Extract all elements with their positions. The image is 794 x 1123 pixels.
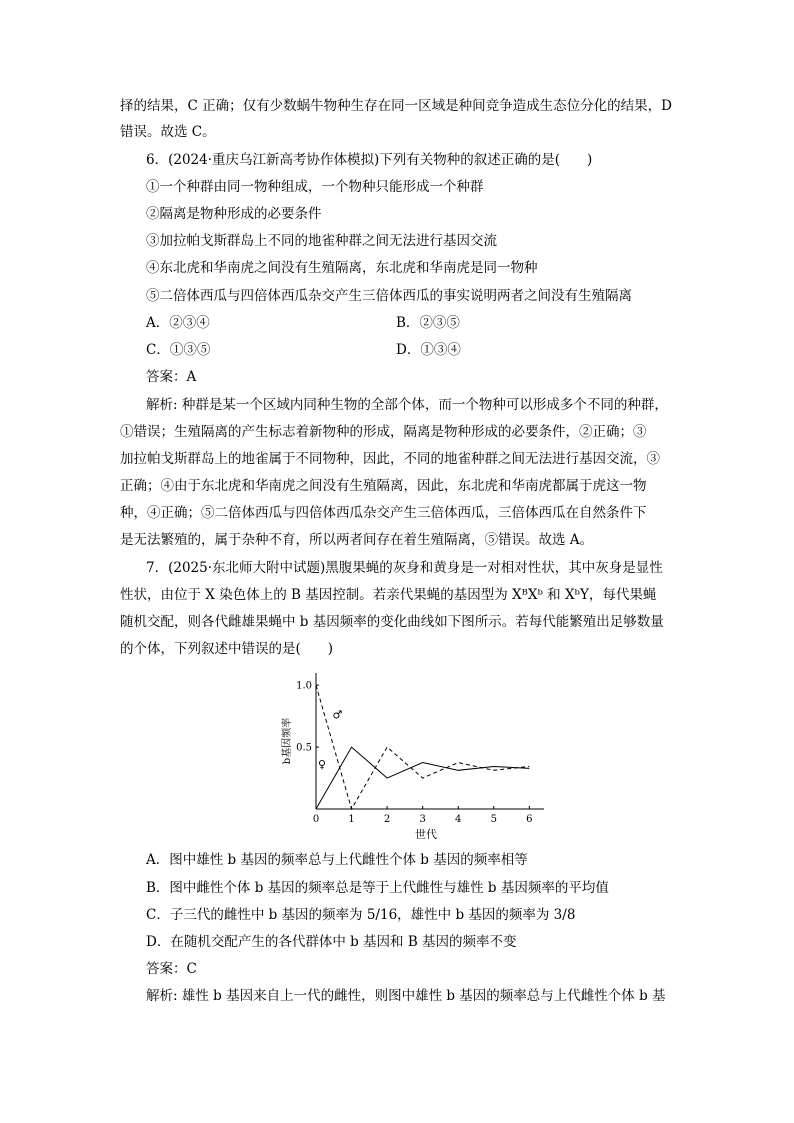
option-b[interactable]: B．②③⑤ [396, 315, 460, 331]
question-7-line-4: 的个体，下列叙述中错误的是( ) [120, 641, 334, 657]
explanation-6-line-1: 解析: 种群是某一个区域内同种生物的全部个体，而一个物种可以形成多个不同的种群， [146, 397, 668, 413]
option-row-cd [146, 340, 666, 360]
option-7-b[interactable]: B．图中雌性个体 b 基因的频率总是等于上代雌性与雄性 b 基因频率的平均值 [146, 880, 609, 896]
statement-1: ①一个种群由同一物种组成，一个物种只能形成一个种群 [146, 179, 484, 195]
question-7-line-2: 性状，由位于 X 染色体上的 B 基因控制。若亲代果蝇的基因型为 XᴮXᵇ 和 XᵇY，每代果蝇 [120, 587, 657, 603]
series-label-male: ♂ [332, 708, 343, 722]
statement-4: ④东北虎和华南虎之间没有生殖隔离，东北虎和华南虎是同一物种 [146, 260, 538, 276]
option-a[interactable]: A．②③④ [146, 315, 210, 331]
statement-5: ⑤二倍体西瓜与四倍体西瓜杂交产生三倍体西瓜的事实说明两者之间没有生殖隔离 [146, 288, 632, 304]
x-tick-label: 5 [490, 814, 497, 825]
explanation-6-line-6: 是无法繁殖的，属于杂种不育，所以两者间存在着生殖隔离，⑤错误。故选 A。 [120, 532, 594, 548]
x-tick-label: 4 [455, 814, 462, 825]
prev-explanation-line-2: 错误。故选 C。 [120, 124, 216, 140]
x-tick-label: 1 [348, 814, 355, 825]
explanation-6-line-4: 正确；④由于东北虎和华南虎之间没有生殖隔离，因此，东北虎和华南虎都属于虎这一物 [120, 478, 647, 494]
explanation-6-line-2: ①错误；生殖隔离的产生标志着新物种的形成，隔离是物种形成的必要条件，②正确；③ [120, 424, 647, 440]
y-tick-label: 1.0 [296, 680, 312, 692]
option-7-a[interactable]: A．图中雄性 b 基因的频率总与上代雌性个体 b 基因的频率相等 [146, 852, 528, 868]
x-tick-label: 0 [312, 814, 320, 825]
option-7-d[interactable]: D．在随机交配产生的各代群体中 b 基因和 B 基因的频率不变 [146, 934, 517, 950]
statement-2: ②隔离是物种形成的必要条件 [146, 206, 322, 222]
option-7-c[interactable]: C．子三代的雌性中 b 基因的频率为 5/16，雄性中 b 基因的频率为 3/8 [146, 907, 576, 923]
statement-3: ③加拉帕戈斯群岛上不同的地雀种群之间无法进行基因交流 [146, 233, 497, 249]
prev-explanation-line-1: 择的结果，C 正确；仅有少数蜗牛物种生存在同一区域是种间竞争造成生态位分化的结果，D [120, 98, 672, 114]
series-line-male [316, 685, 529, 809]
option-d[interactable]: D．①③④ [396, 342, 461, 358]
explanation-6-line-5: 种，④正确；⑤二倍体西瓜与四倍体西瓜杂交产生三倍体西瓜，三倍体西瓜在自然条件下 [120, 505, 647, 521]
question-7-line-3: 随机交配，则各代雌雄果蝇中 b 基因频率的变化曲线如下图所示。若每代能繁殖出足够数量 [120, 614, 664, 630]
x-tick-label: 3 [419, 814, 426, 825]
gene-frequency-chart [282, 672, 548, 844]
option-c[interactable]: C．①③⑤ [146, 342, 211, 358]
explanation-6-line-3: 加拉帕戈斯群岛上的地雀属于不同物种，因此，不同的地雀种群之间无法进行基因交流，③ [120, 451, 660, 467]
answer-6: 答案：A [146, 369, 197, 385]
answer-7: 答案：C [146, 961, 197, 977]
x-tick-label: 6 [526, 814, 533, 825]
y-tick-label: 0.5 [296, 742, 312, 754]
explanation-7-line-1: 解析: 雄性 b 基因来自上一代的雌性，则图中雄性 b 基因的频率总与上代雌性个体 b 基 [146, 988, 666, 1004]
question-6-stem: 6．(2024·重庆乌江新高考协作体模拟)下列有关物种的叙述正确的是( ) [146, 152, 593, 168]
option-row-ab [146, 313, 666, 333]
y-axis-label: b基因频率 [282, 717, 293, 765]
x-tick-label: 2 [383, 814, 391, 825]
x-axis-label: 世代 [415, 828, 437, 841]
question-7-line-1: 7．(2025·东北师大附中试题)黑腹果蝇的灰身和黄身是一对相对性状，其中灰身是显性 [146, 560, 663, 576]
series-label-female: ♀ [318, 758, 327, 772]
